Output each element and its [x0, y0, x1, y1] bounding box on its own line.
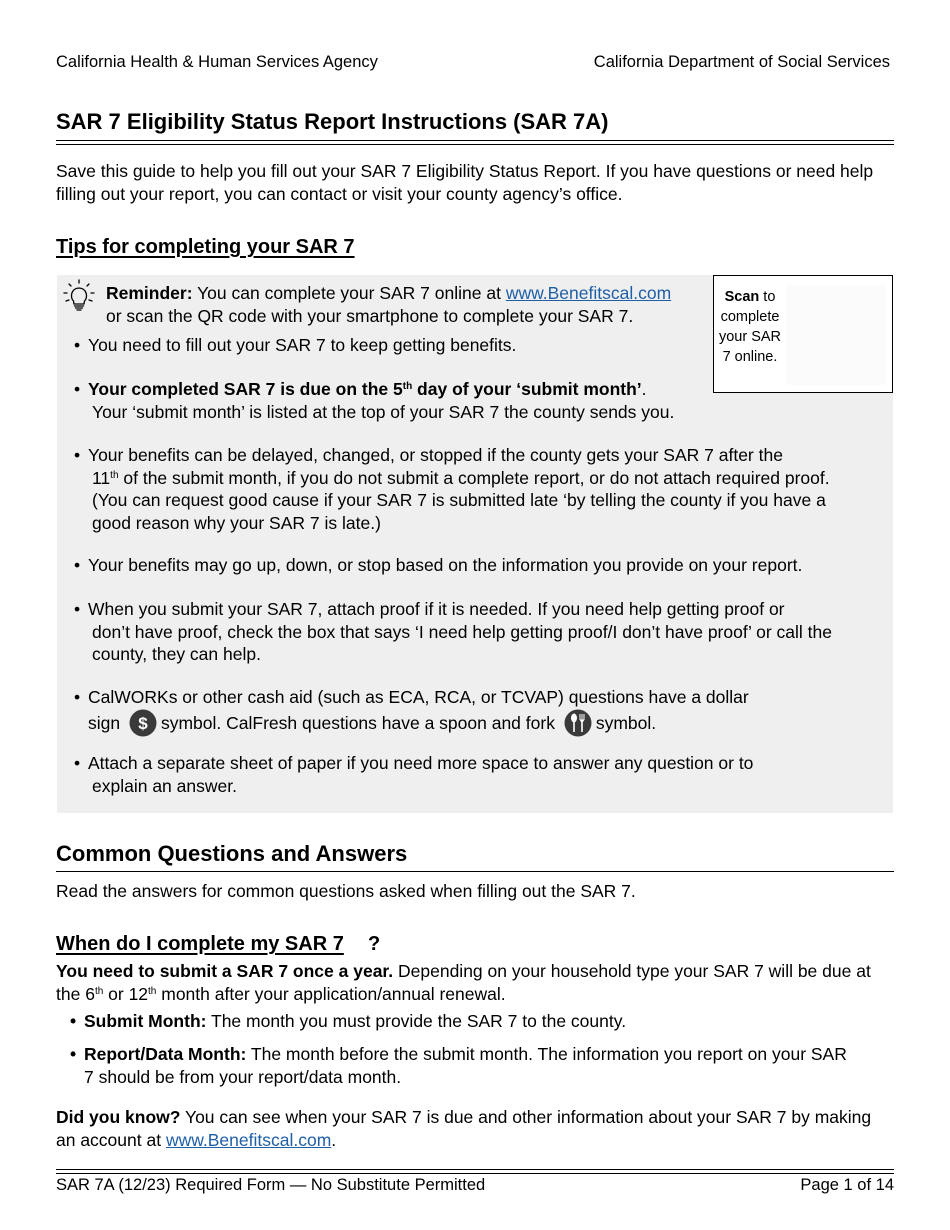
reminder-label: Reminder:	[106, 283, 193, 303]
reminder-text: Reminder: You can complete your SAR 7 online at www.Benefitscal.com or scan the QR code with your smartphone to complete your SAR 7.	[106, 283, 672, 326]
benefitscal-link[interactable]: www.Benefitscal.com	[505, 283, 672, 303]
when-heading-question-mark: ?	[368, 933, 381, 955]
agency-name-left: California Health & Human Services Agency	[56, 53, 378, 71]
lightbulb-icon	[62, 279, 96, 313]
tip-bullet-5: • When you submit your SAR 7, attach proof if it is needed. If you need help getting proof or don’t have proof, check the box that says ‘I need help getting proof/I don’t have proof’ or call the county, they can help.	[74, 599, 832, 664]
title-double-rule	[56, 140, 894, 145]
tip-bullet-7: • Attach a separate sheet of paper if you need more space to answer any question or to explain an answer.	[74, 753, 754, 796]
form-id-footer: SAR 7A (12/23) Required Form — No Substitute Permitted	[56, 1176, 486, 1194]
common-questions-intro: Read the answers for common questions asked when filling out the SAR 7.	[56, 881, 636, 901]
tip-bullet-6: • CalWORKs or other cash aid (such as ECA, RCA, or TCVAP) questions have a dollar sign $ symbol. CalFresh questions have a spoon and fork symbol.	[74, 686, 874, 737]
common-questions-heading: Common Questions and Answers	[56, 841, 408, 866]
tip-bullet-4: • Your benefits may go up, down, or stop based on the information you provide on your report.	[74, 555, 803, 575]
did-you-know-paragraph: Did you know? You can see when your SAR 7 is due and other information about your SAR 7 by making an account at www.Benefitscal.com.	[56, 1107, 872, 1150]
when-complete-paragraph: You need to submit a SAR 7 once a year. Depending on your household type your SAR 7 will be due at the 6th or 12th month after your application/annual renewal.	[56, 961, 871, 1004]
section-rule	[56, 871, 894, 872]
tip-bullet-1: • You need to fill out your SAR 7 to keep getting benefits.	[74, 335, 517, 355]
report-data-month-bullet: • Report/Data Month: The month before the submit month. The information you report on your SAR 7 should be from your report/data month.	[70, 1044, 847, 1087]
page-title: SAR 7 Eligibility Status Report Instructions (SAR 7A)	[56, 109, 609, 134]
qr-scan-caption: Scan to complete your SAR 7 online.	[718, 289, 782, 365]
intro-paragraph: Save this guide to help you fill out your SAR 7 Eligibility Status Report. If you have questions or need help filling out your report, you can contact or visit your county agency’s office.	[56, 161, 874, 204]
submit-month-bullet: • Submit Month: The month you must provide the SAR 7 to the county.	[70, 1011, 627, 1031]
benefitscal-account-link[interactable]: www.Benefitscal.com	[165, 1129, 332, 1150]
tip-bullet-2: • Your completed SAR 7 is due on the 5th day of your ‘submit month’. Your ‘submit month’ is listed at the top of your SAR 7 the county sends you.	[74, 379, 675, 422]
svg-text:$: $	[138, 713, 148, 733]
agency-name-right: California Department of Social Services	[593, 53, 890, 71]
when-complete-heading: When do I complete my SAR 7	[56, 933, 344, 955]
tip-bullet-3: • Your benefits can be delayed, changed, or stopped if the county gets your SAR 7 after the 11th of the submit month, if you do not submit a complete report, or do not attach required proof. (You can request good cause if your SAR 7 is submitted late ‘by telling the county if you have a good reason why your SAR 7 is late.)	[74, 445, 830, 533]
tips-heading: Tips for completing your SAR 7	[56, 236, 355, 258]
page-number: Page 1 of 14	[800, 1176, 894, 1194]
spoon-fork-icon	[564, 709, 592, 737]
dollar-sign-icon	[129, 709, 157, 737]
